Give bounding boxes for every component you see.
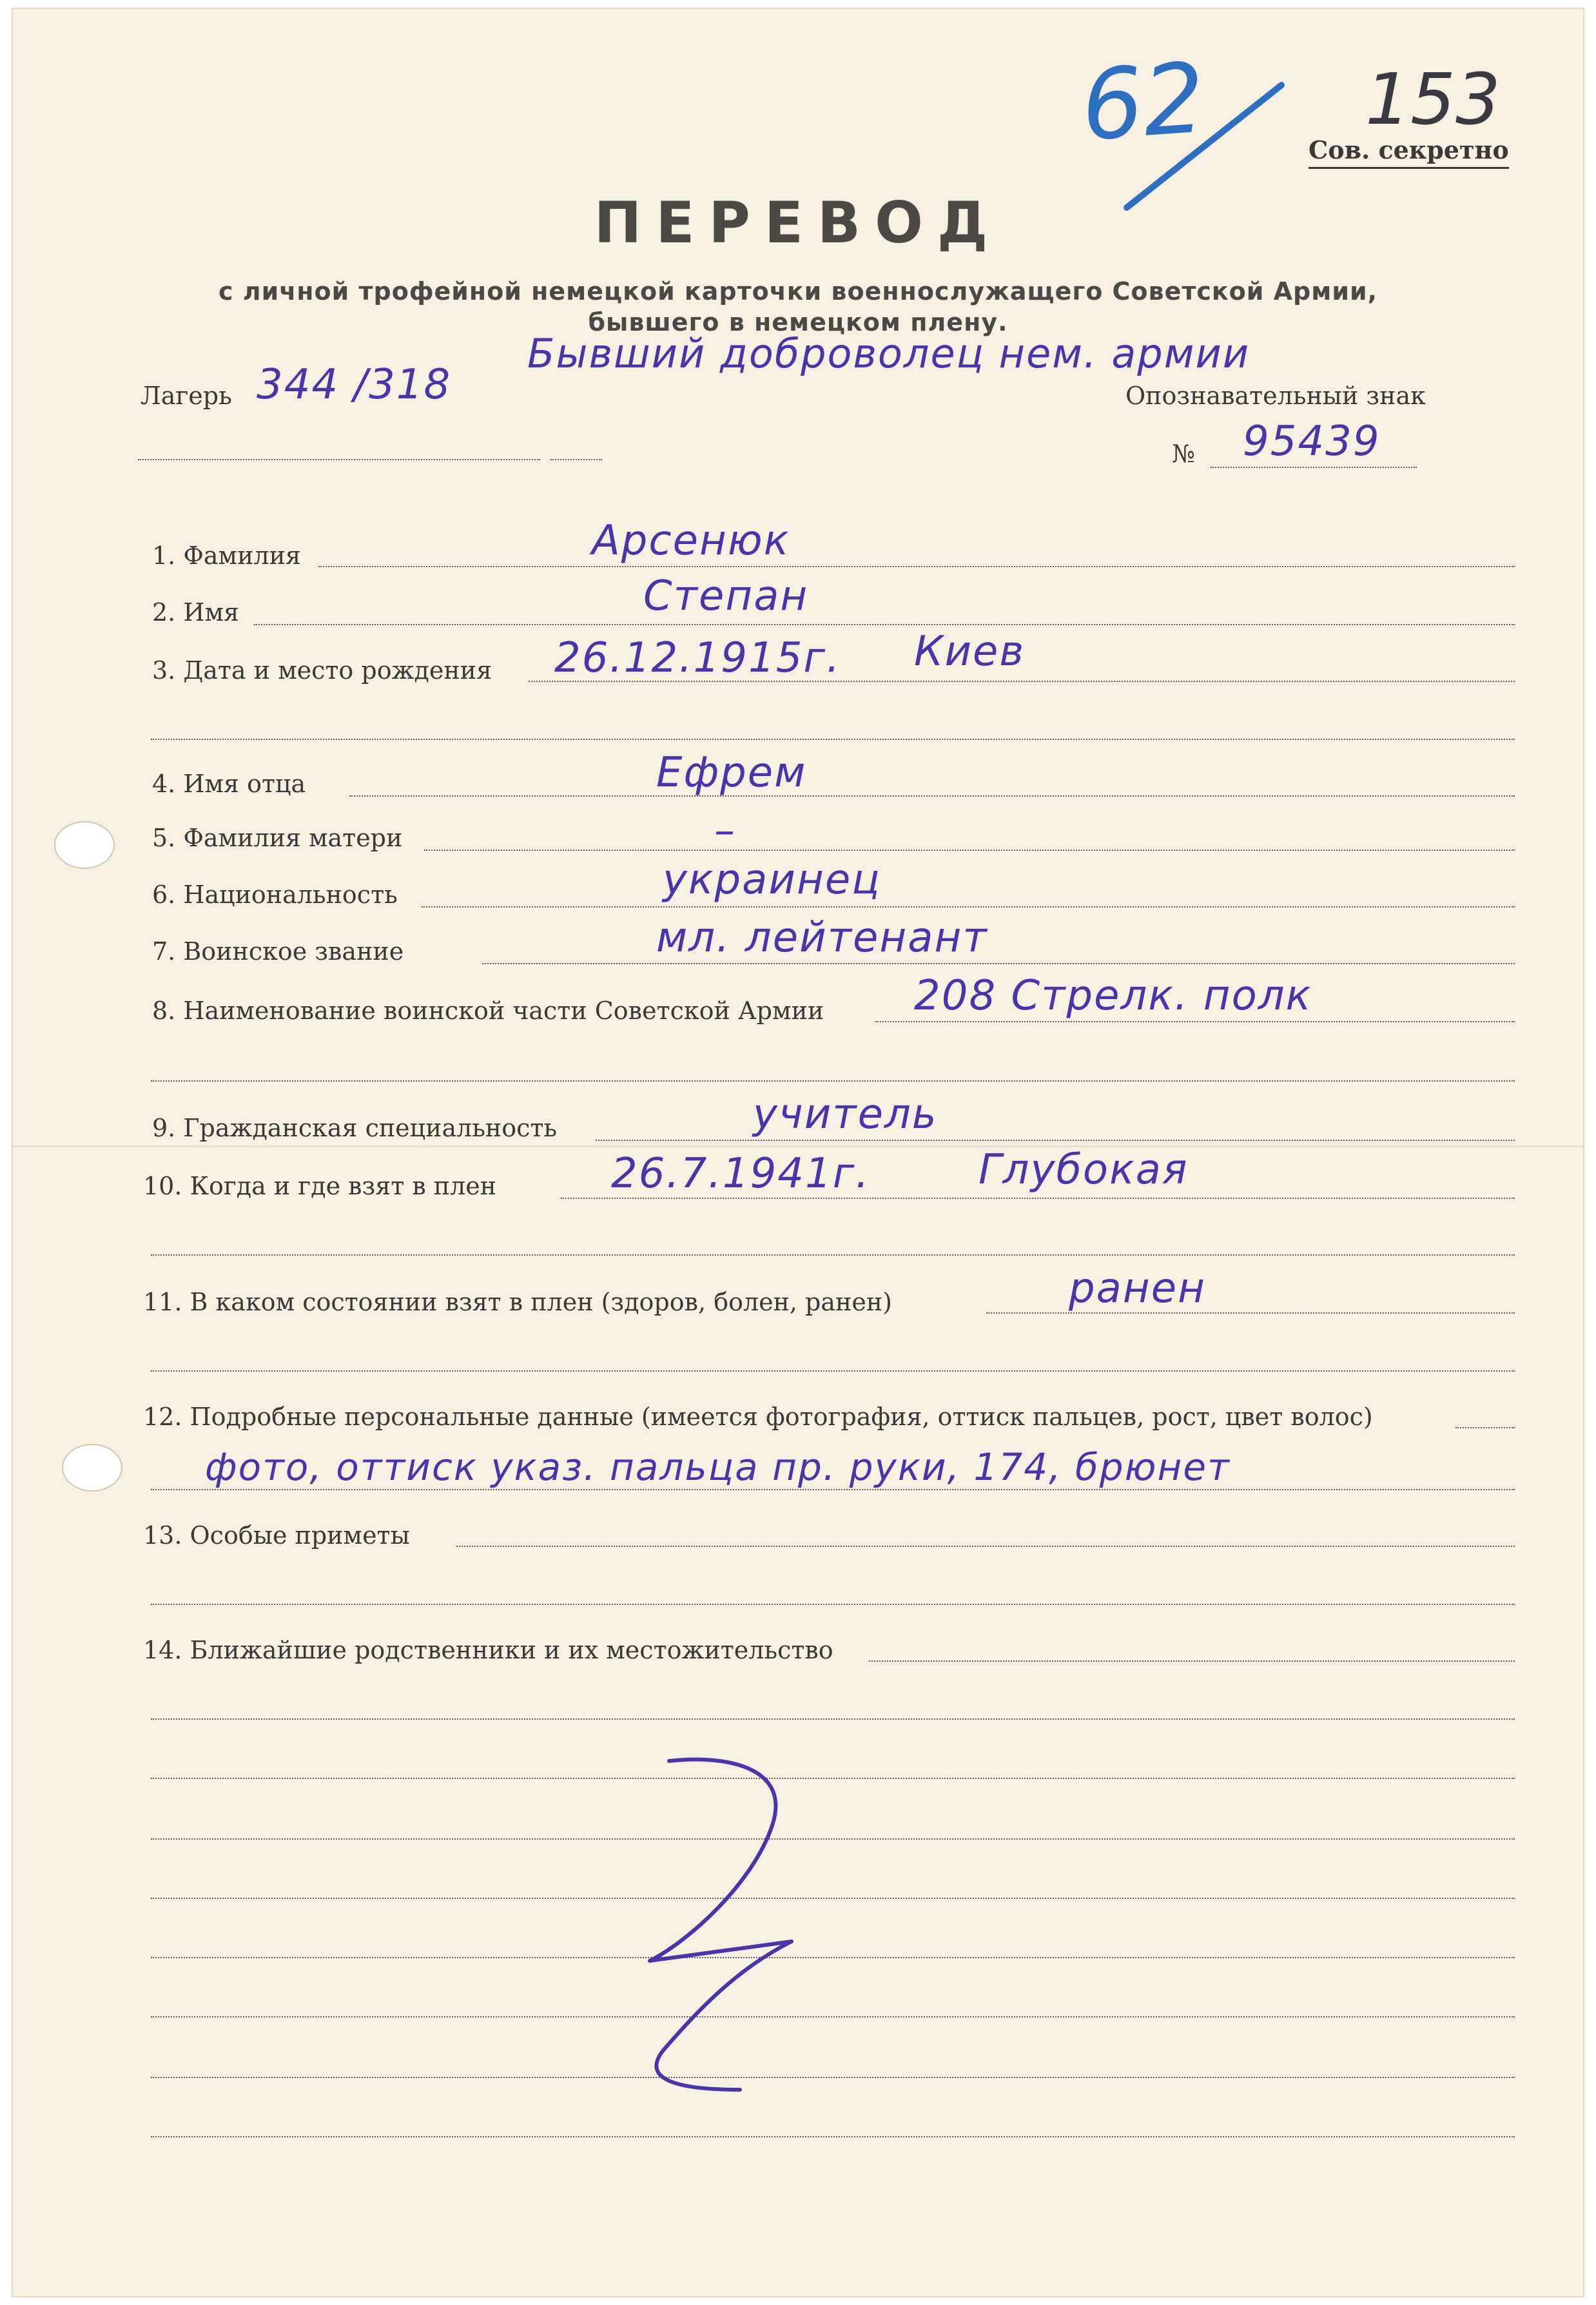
field-4-value: Ефрем — [656, 749, 807, 797]
field-1-value: Арсенюк — [592, 517, 790, 565]
fold-line — [12, 1145, 1584, 1147]
punch-hole-lower — [62, 1444, 122, 1492]
field-1-line — [318, 566, 1515, 567]
field-13: 13. Особые приметы — [143, 1521, 410, 1550]
field-2-line — [254, 624, 1515, 625]
field-12: 12. Подробные персональные данные (имеется фотография, оттиск пальцев, рост, цвет волос) — [143, 1403, 1373, 1431]
field-11: 11. В каком состоянии взят в плен (здоров, болен, ранен) — [143, 1288, 893, 1316]
camp-value: 344 /318 — [257, 361, 452, 409]
relatives-line-1 — [151, 1718, 1515, 1720]
field-8: 8. Наименование воинской части Советской Армии — [152, 997, 824, 1025]
field-1: 1. Фамилия — [152, 541, 301, 570]
field-5: 5. Фамилия матери — [152, 824, 403, 852]
field-11-value: ранен — [1069, 1265, 1206, 1312]
camp-line-2 — [550, 459, 602, 460]
field-10-line — [561, 1198, 1515, 1199]
id-tag-line — [1211, 467, 1417, 468]
subtitle-line-1: с личной трофейной немецкой карточки военнослужащего Советской Армии, — [218, 277, 1378, 306]
field-12-value: фото, оттиск указ. пальца пр. руки, 174, брюнет — [205, 1445, 1231, 1489]
field-10: 10. Когда и где взят в плен — [143, 1172, 497, 1200]
field-5-value: – — [714, 807, 736, 855]
field-2: 2. Имя — [152, 598, 240, 627]
field-9: 9. Гражданская специальность — [152, 1114, 558, 1142]
field-6-value: украинец — [663, 856, 881, 904]
handwritten-doc-number: 62 — [1078, 42, 1209, 163]
field-3: 3. Дата и место рождения — [152, 656, 492, 685]
field-13-line-2 — [151, 1604, 1515, 1605]
camp-label: Лагерь — [141, 382, 232, 410]
archive-number: 153 — [1365, 58, 1501, 141]
punch-hole-upper — [54, 821, 115, 869]
field-3-line-2 — [151, 739, 1515, 740]
field-12-line-2 — [151, 1489, 1515, 1490]
field-3-value-2: Киев — [914, 628, 1026, 676]
field-14-line — [869, 1660, 1515, 1662]
camp-note: Бывший доброволец нем. армии — [527, 330, 1251, 377]
id-tag-label: Опознавательный знак — [1125, 382, 1426, 410]
field-10-value-2: Глубокая — [978, 1146, 1189, 1194]
document-sheet — [12, 8, 1584, 2297]
field-10-line-2 — [151, 1254, 1515, 1256]
field-10-value: 26.7.1941г. — [611, 1150, 870, 1198]
field-4: 4. Имя отца — [152, 770, 306, 798]
field-2-value: Степан — [643, 572, 809, 620]
page-title: ПЕРЕВОД — [594, 190, 1002, 256]
field-7: 7. Воинское звание — [152, 937, 404, 966]
field-11-line — [986, 1312, 1515, 1314]
field-8-line — [875, 1021, 1515, 1022]
field-14: 14. Ближайшие родственники и их местожительство — [143, 1636, 833, 1664]
field-9-line — [596, 1140, 1515, 1141]
id-tag-value: 95439 — [1243, 418, 1381, 465]
cancellation-z-mark — [579, 1748, 850, 2109]
field-9-value: учитель — [753, 1091, 938, 1138]
field-3-value: 26.12.1915г. — [554, 634, 841, 682]
classification-stamp: Сов. секретно — [1309, 135, 1509, 169]
field-12-line — [1455, 1427, 1515, 1428]
camp-line — [138, 459, 540, 460]
id-tag-no-label: № — [1172, 440, 1195, 468]
subtitle-line-2: бывшего в немецком плену. — [588, 308, 1008, 336]
field-13-line — [456, 1546, 1515, 1547]
field-5-line — [424, 850, 1515, 851]
field-11-line-2 — [151, 1370, 1515, 1372]
field-8-value: 208 Стрелк. полк — [914, 972, 1312, 1020]
field-6-line — [422, 906, 1515, 908]
field-6: 6. Национальность — [152, 880, 398, 909]
field-7-line — [482, 963, 1515, 964]
field-4-line — [349, 795, 1515, 797]
relatives-line-8 — [151, 2136, 1515, 2137]
field-7-value: мл. лейтенант — [656, 914, 988, 962]
field-8-line-2 — [151, 1080, 1515, 1082]
